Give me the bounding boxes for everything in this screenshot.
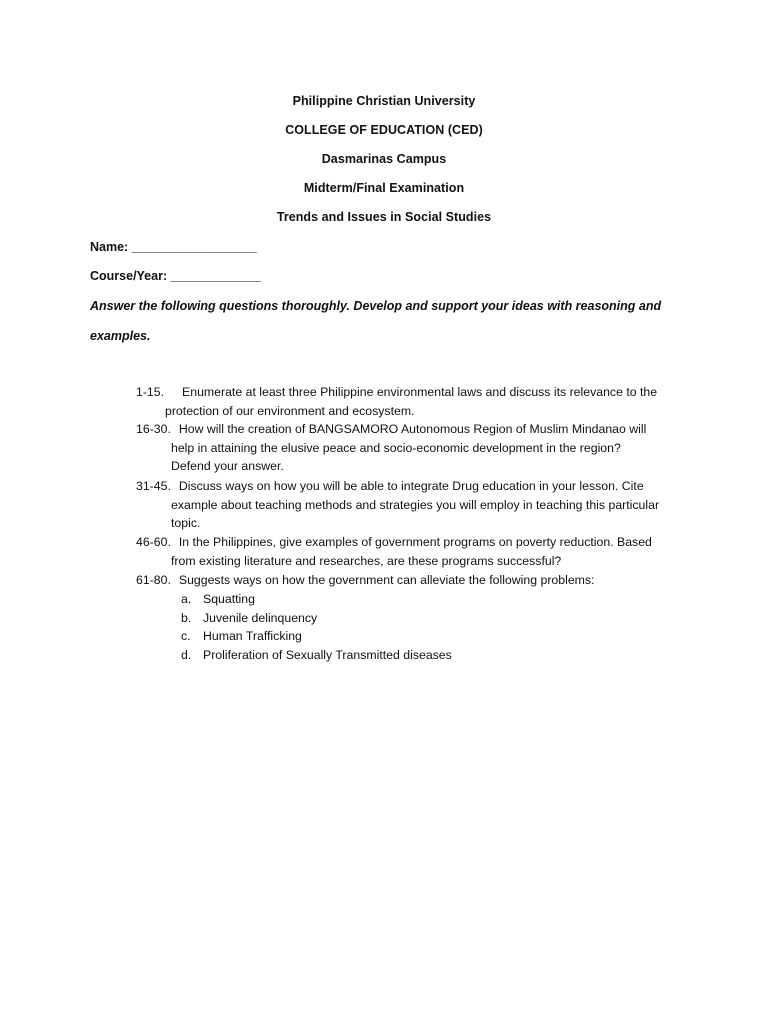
- sub-item-b: [181, 609, 317, 628]
- question-46-60: [136, 533, 696, 570]
- sub-item-text: Proliferation of Sexually Transmitted diseases: [203, 648, 452, 662]
- sub-item-text: Human Trafficking: [203, 629, 302, 643]
- question-61-80: [136, 571, 696, 590]
- question-number: 31-45.: [136, 479, 171, 493]
- question-first-line: [136, 420, 696, 439]
- question-line: How will the creation of BANGSAMORO Autonomous Region of Muslim Mindanao will: [178, 422, 647, 436]
- question-first-line: [136, 383, 696, 402]
- university-name: Philippine Christian University: [292, 94, 476, 108]
- question-line: help in attaining the elusive peace and socio-economic development in the region?: [171, 440, 621, 455]
- question-line: Enumerate at least three Philippine environmental laws and discuss its relevance to the: [182, 385, 658, 399]
- question-31-45: [136, 477, 696, 533]
- campus-name: Dasmarinas Campus: [321, 152, 447, 166]
- sub-item-letter: c.: [181, 629, 191, 643]
- question-16-30: [136, 420, 696, 476]
- question-line: topic.: [171, 516, 201, 531]
- name-field: Name: __________________: [90, 240, 257, 254]
- question-first-line: [136, 533, 696, 552]
- sub-item-text: Squatting: [203, 592, 255, 606]
- sub-item-letter: b.: [181, 611, 192, 625]
- subject-title: Trends and Issues in Social Studies: [276, 210, 492, 224]
- question-line: Suggests ways on how the government can alleviate the following problems:: [178, 573, 595, 587]
- course-year-field: Course/Year: _____________: [90, 269, 261, 283]
- instructions: Answer the following questions thoroughly. Develop and support your ideas with reasoning and examples.: [90, 299, 662, 343]
- question-first-line: [136, 477, 696, 496]
- college-name: COLLEGE OF EDUCATION (CED): [285, 123, 483, 137]
- sub-item-c: [181, 627, 302, 646]
- question-line: Defend your answer.: [171, 459, 284, 474]
- question-number: 16-30.: [136, 422, 171, 436]
- question-number: 61-80.: [136, 573, 171, 587]
- question-number: 46-60.: [136, 535, 171, 549]
- question-line: Discuss ways on how you will be able to integrate Drug education in your lesson. Cite: [178, 479, 644, 493]
- sub-item-a: [181, 590, 255, 609]
- exam-title: Midterm/Final Examination: [303, 181, 465, 195]
- question-line: In the Philippines, give examples of government programs on poverty reduction. Based: [178, 535, 652, 549]
- question-line: protection of our environment and ecosystem.: [165, 403, 415, 418]
- question-line: from existing literature and researches, are these programs successful?: [171, 553, 562, 568]
- sub-item-d: [181, 646, 452, 665]
- sub-item-letter: d.: [181, 648, 192, 662]
- question-1-15: [136, 383, 696, 420]
- question-line: example about teaching methods and strategies you will employ in teaching this particular: [171, 497, 660, 512]
- question-first-line: [136, 571, 696, 590]
- question-number: 1-15.: [136, 385, 165, 399]
- sub-item-text: Juvenile delinquency: [203, 611, 318, 625]
- sub-item-letter: a.: [181, 592, 192, 606]
